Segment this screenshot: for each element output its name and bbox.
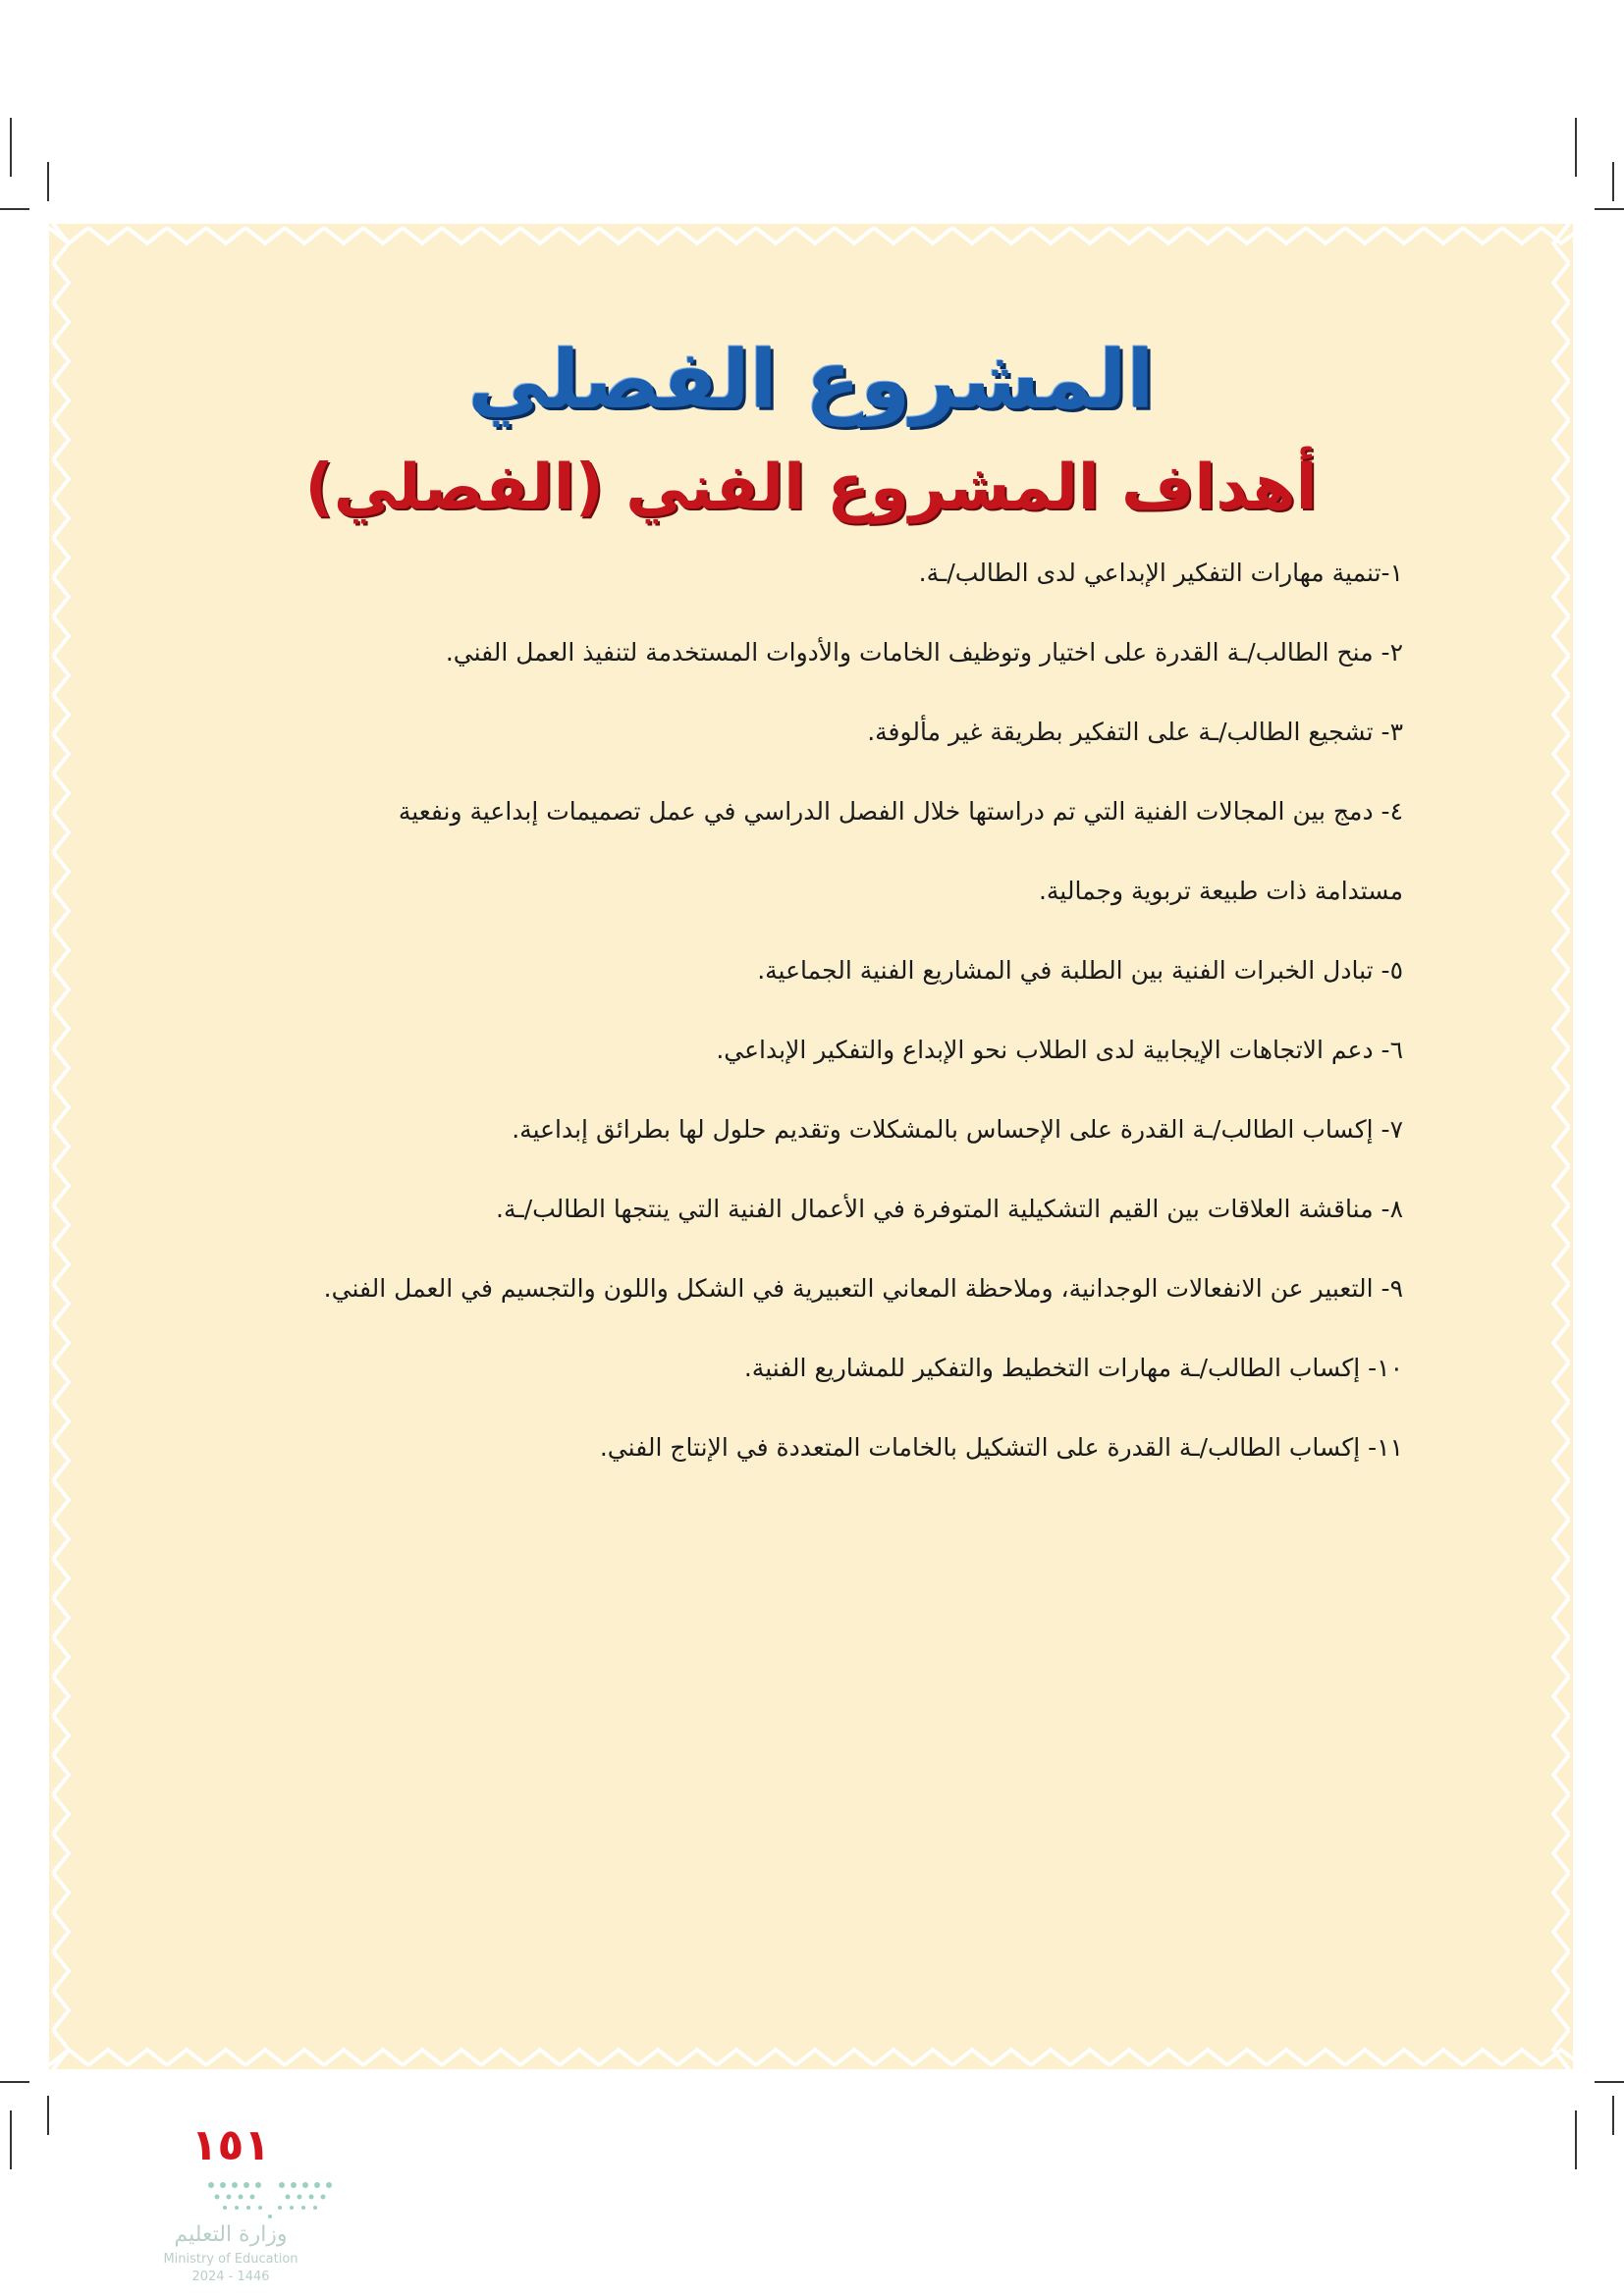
list-item: ١-تنمية مهارات التفكير الإبداعي لدى الطالب/ـة. xyxy=(918,559,1403,587)
zigzag-border-bottom xyxy=(49,2044,1573,2069)
list-item: ١١- إكساب الطالب/ـة القدرة على التشكيل بالخامات المتعددة في الإنتاج الفني. xyxy=(599,1433,1403,1462)
content-panel xyxy=(49,224,1573,2284)
ministry-logo-icon xyxy=(201,2177,339,2220)
list-item: ٧- إكساب الطالب/ـة القدرة على الإحساس بالمشكلات وتقديم حلول لها بطرائق إبداعية. xyxy=(512,1115,1403,1144)
list-item: ٨- مناقشة العلاقات بين القيم التشكيلية المتوفرة في الأعمال الفنية التي ينتجها الطالب/ـة. xyxy=(496,1195,1403,1223)
page-number: ١٥١ xyxy=(190,2120,271,2170)
crop-mark xyxy=(10,2110,12,2169)
list-item: ٥- تبادل الخبرات الفنية بين الطلبة في المشاريع الفنية الجماعية. xyxy=(757,956,1403,985)
page-title: المشروع الفصلي xyxy=(467,334,1155,427)
ministry-name-english: Ministry of Education xyxy=(163,2252,298,2267)
crop-mark xyxy=(1612,162,1614,201)
list-item: ١٠- إكساب الطالب/ـة مهارات التخطيط والتفكير للمشاريع الفنية. xyxy=(743,1354,1403,1382)
crop-mark xyxy=(0,208,29,210)
list-item: ٢- منح الطالب/ـة القدرة على اختيار وتوظيف الخامات والأدوات المستخدمة لتنفيذ العمل الفني. xyxy=(445,638,1403,667)
ministry-name-arabic: وزارة التعليم xyxy=(174,2222,288,2247)
crop-mark xyxy=(1612,2096,1614,2135)
zigzag-border-top xyxy=(49,224,1573,249)
crop-mark xyxy=(0,2081,29,2083)
list-item: مستدامة ذات طبيعة تربوية وجمالية. xyxy=(1038,877,1403,905)
crop-mark xyxy=(1595,208,1624,210)
list-item: ٣- تشجيع الطالب/ـة على التفكير بطريقة غير مألوفة. xyxy=(867,718,1403,746)
edition-year: 2024 - 1446 xyxy=(191,2269,270,2284)
crop-mark xyxy=(47,162,49,201)
crop-mark xyxy=(47,2096,49,2135)
list-item: ٩- التعبير عن الانفعالات الوجدانية، وملاحظة المعاني التعبيرية في الشكل واللون والتجسيم في العمل الفني. xyxy=(323,1274,1403,1303)
crop-mark xyxy=(10,118,12,177)
ministry-logo xyxy=(133,2177,349,2295)
section-subtitle: أهداف المشروع الفني (الفصلي) xyxy=(304,452,1318,524)
list-item: ٤- دمج بين المجالات الفنية التي تم دراستها خلال الفصل الدراسي في عمل تصميمات إبداعية ونفعية xyxy=(398,797,1403,826)
crop-mark xyxy=(1575,2110,1577,2169)
crop-mark xyxy=(1595,2081,1624,2083)
goals-list xyxy=(274,533,1403,1487)
crop-mark xyxy=(1575,118,1577,177)
list-item: ٦- دعم الاتجاهات الإيجابية لدى الطلاب نحو الإبداع والتفكير الإبداعي. xyxy=(716,1036,1403,1064)
